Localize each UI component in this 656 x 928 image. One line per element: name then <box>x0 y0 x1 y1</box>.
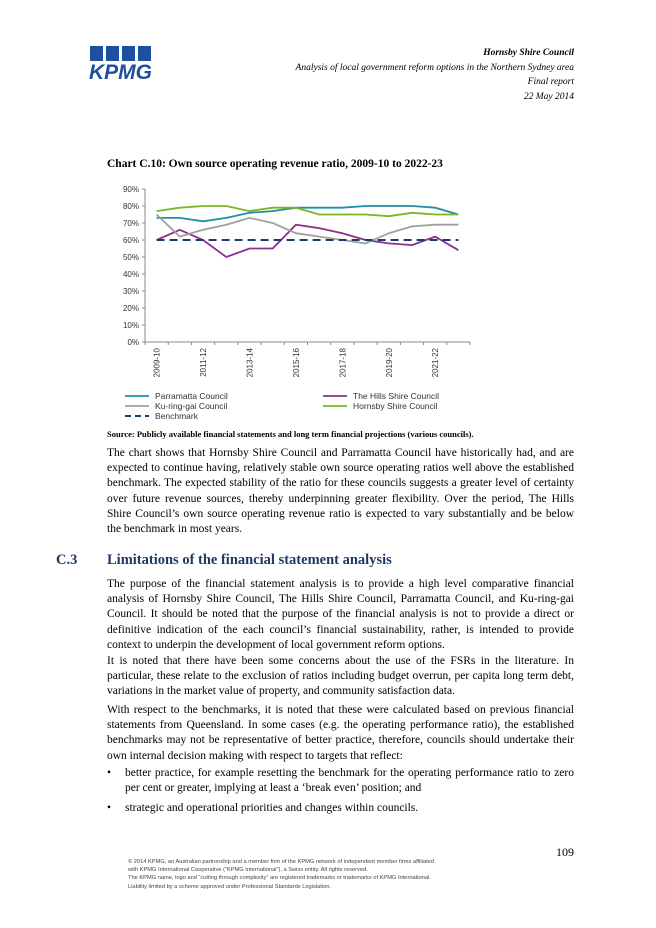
chart-source: Source: Publicly available financial statements and long term financial projections (various councils). <box>107 429 474 439</box>
bullet-marker: • <box>107 802 112 814</box>
y-tick-label: 50% <box>122 253 139 262</box>
header-title: Hornsby Shire Council <box>483 48 574 58</box>
footer-line: © 2014 KPMG, an Australian partnership and a member firm of the KPMG network of independent member firms affiliated <box>128 859 434 865</box>
paragraph-purpose: The purpose of the financial statement analysis is to provide a high level comparative financial analysis of Hornsby Shire Council, The Hills Shire Council, Parramatta Council, and Ku-ring-gai Council. It should be noted that the purpose of the financial analysis is not to provide a direct or definitive indication of the each council’s financial sustainability, rather, is intended to provide context to underpin the development of local government reform options. <box>107 578 574 651</box>
page-header <box>296 46 574 104</box>
x-tick-label: 2013-14 <box>245 348 255 378</box>
line-chart <box>105 178 505 426</box>
y-tick-label: 20% <box>122 304 139 313</box>
section-number: C.3 <box>56 552 78 568</box>
legend-label: Hornsby Shire Council <box>353 401 438 411</box>
paragraph-concerns: It is noted that there have been some concerns about the use of the FSRs in the literature. In particular, these relate to the exclusion of ratios including budget overrun, per capita long term debt, variations in the market value of property, and community satisfaction data. <box>107 655 574 698</box>
legend-label: Benchmark <box>155 411 198 421</box>
paragraph-benchmarks: With respect to the benchmarks, it is noted that these were calculated based on previous financial statements from Queensland. In some cases (e.g. the operating performance ratio), the established benchmarks may not be representative of better practice, therefore, councils should undertake their own internal decision making with respect to targets that reflect: <box>107 704 574 762</box>
paragraph-chart-discussion: The chart shows that Hornsby Shire Council and Parramatta Council have historically had, and are expected to continue having, relatively stable own source operating ratios well above the established benchmark. The expected stability of the ratio for these councils suggests a greater level of certainty over future revenue sources, thereby underpinning greater flexibility. Over the period, The Hills Shire Council’s own source operating revenue ratio is expected to vary substantially and be below the benchmark in most years. <box>107 447 574 536</box>
footer-legal <box>128 858 528 891</box>
y-tick-label: 30% <box>122 287 139 296</box>
y-tick-label: 80% <box>122 202 139 211</box>
chart-title: Chart C.10: Own source operating revenue ratio, 2009-10 to 2022-23 <box>107 158 443 170</box>
y-tick-label: 90% <box>122 185 139 194</box>
x-tick-label: 2011-12 <box>199 348 209 377</box>
header-subtitle: Analysis of local government reform options in the Northern Sydney area <box>295 62 574 73</box>
y-tick-label: 0% <box>127 338 139 347</box>
bullet-item <box>107 766 574 796</box>
bullet-text: strategic and operational priorities and changes within councils. <box>125 802 419 814</box>
footer-line: Liability limited by a scheme approved under Professional Standards Legislation. <box>128 883 331 890</box>
header-date: 22 May 2014 <box>523 91 574 102</box>
x-tick-label: 2021-22 <box>431 348 441 378</box>
x-tick-label: 2019-20 <box>384 348 394 378</box>
page-number: 109 <box>556 845 574 859</box>
y-tick-label: 70% <box>122 219 139 228</box>
bullet-marker: • <box>107 767 112 779</box>
legend-label: Parramatta Council <box>155 391 228 401</box>
y-tick-label: 60% <box>122 236 139 245</box>
x-tick-label: 2017-18 <box>338 348 348 378</box>
y-tick-label: 10% <box>122 321 139 330</box>
legend-label: The Hills Shire Council <box>353 391 439 401</box>
footer-line: The KPMG name, logo and “cutting through complexity” are registered trademarks or trademarks of KPMG International. <box>128 875 431 882</box>
y-tick-label: 40% <box>122 270 139 279</box>
logo-text: KPMG <box>89 61 152 80</box>
kpmg-logo <box>88 46 170 80</box>
legend-label: Ku-ring-gai Council <box>155 401 228 411</box>
x-tick-label: 2015-16 <box>291 348 301 378</box>
bullet-item <box>107 801 574 816</box>
footer-line: with KPMG International Cooperative (“KPMG International”), a Swiss entity. All rights reserved. <box>128 867 368 874</box>
header-report: Final report <box>527 77 574 87</box>
section-title: Limitations of the financial statement analysis <box>107 552 392 568</box>
x-tick-label: 2009-10 <box>152 348 162 378</box>
bullet-text: better practice, for example resetting the benchmark for the operating performance ratio to zero per cent or greater, implying at least a ‘break even’ position; and <box>125 767 574 795</box>
